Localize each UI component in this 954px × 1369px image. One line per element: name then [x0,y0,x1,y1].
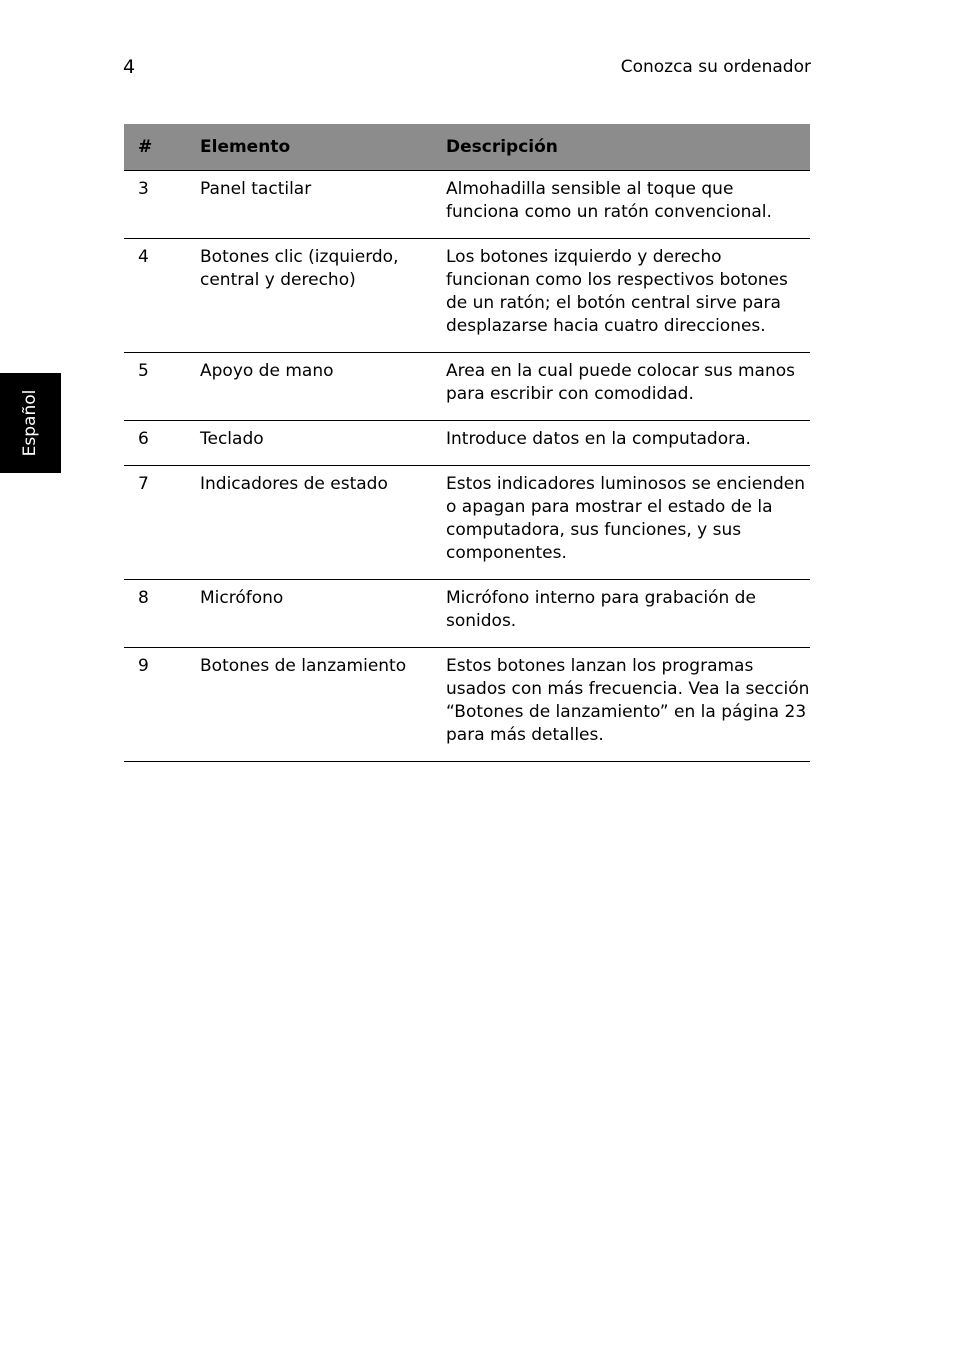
row-description: Estos indicadores luminosos se encienden o apagan para mostrar el estado de la computadora, sus funciones, y sus componentes. [446,466,810,580]
row-element: Botones de lanzamiento [200,648,446,762]
row-element: Indicadores de estado [200,466,446,580]
column-header-element: Elemento [200,124,446,171]
row-description: Los botones izquierdo y derecho funcionan como los respectivos botones de un ratón; el botón central sirve para desplazarse hacia cuatro direcciones. [446,239,810,353]
row-element: Teclado [200,421,446,466]
table-row [124,648,810,762]
row-description: Area en la cual puede colocar sus manos para escribir con comodidad. [446,353,810,421]
table-row [124,421,810,466]
component-table [124,124,810,762]
column-header-number: # [124,124,200,171]
row-description: Introduce datos en la computadora. [446,421,810,466]
row-number: 5 [124,353,200,421]
table-row [124,466,810,580]
row-number: 6 [124,421,200,466]
row-element: Botones clic (izquierdo, central y derecho) [200,239,446,353]
row-description: Micrófono interno para grabación de sonidos. [446,580,810,648]
row-number: 7 [124,466,200,580]
running-header: Conozca su ordenador [620,57,811,77]
row-description: Estos botones lanzan los programas usados con más frecuencia. Vea la sección “Botones de lanzamiento” en la página 23 para más detalles. [446,648,810,762]
row-description: Almohadilla sensible al toque que funciona como un ratón convencional. [446,171,810,239]
row-number: 8 [124,580,200,648]
row-element: Apoyo de mano [200,353,446,421]
language-tab-label: Español [20,389,40,457]
row-element: Micrófono [200,580,446,648]
table-header-row [124,124,810,171]
row-number: 4 [124,239,200,353]
row-number: 9 [124,648,200,762]
language-side-tab [0,373,61,473]
table-row [124,353,810,421]
row-number: 3 [124,171,200,239]
row-element: Panel tactilar [200,171,446,239]
table-row [124,580,810,648]
column-header-description: Descripción [446,124,810,171]
page-number: 4 [123,56,136,78]
table-row [124,171,810,239]
table-row [124,239,810,353]
